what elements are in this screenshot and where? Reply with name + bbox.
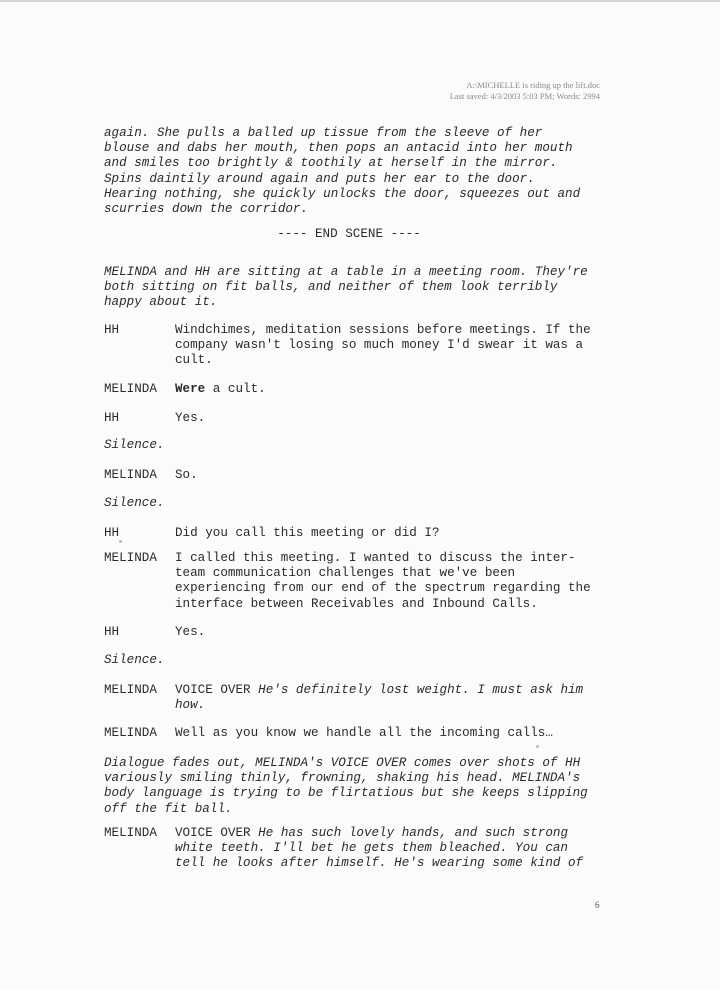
file-path: A:\MICHELLE is riding up the lift.doc <box>466 80 600 90</box>
stage-direction: Silence. <box>104 496 165 510</box>
scan-speck <box>536 745 539 748</box>
speech-text <box>175 826 595 872</box>
speaker-name: MELINDA <box>104 468 157 482</box>
speech-text: Yes. <box>175 411 206 425</box>
last-saved-info: Last saved: 4/3/2003 5:03 PM; Words: 2994 <box>449 91 600 101</box>
speech-text: So. <box>175 468 198 482</box>
action-paragraph: Dialogue fades out, MELINDA's VOICE OVER comes over shots of HH variously smiling thinly, frowning, shaking his head. MELINDA's body language is trying to be flirtatious but she keeps slipping off the fit ball. <box>104 756 588 816</box>
voice-over-text: He's definitely lost weight. I must ask him how. <box>175 683 584 713</box>
stage-direction: Silence. <box>104 438 165 452</box>
end-scene-marker: ---- END SCENE ---- <box>277 227 421 241</box>
speech-rest: a cult. <box>205 382 266 396</box>
speaker-name: MELINDA <box>104 726 157 740</box>
page-number: 6 <box>595 900 600 910</box>
voice-over-tag: VOICE OVER <box>175 826 259 840</box>
action-paragraph-continued: again. She pulls a balled up tissue from the sleeve of her blouse and dabs her mouth, then pops an antacid into her mouth and smiles too brightly & toothily at herself in the mirror. Spins daintily around again and puts her ear to the door. Hearing nothing, she quickly unlocks the door, squeezes out and scurries down the corridor. <box>104 126 581 217</box>
speech-text: I called this meeting. I wanted to discuss the inter-team communication challenges that we've been experiencing from our end of the spectrum regarding the interface between Receivables and Inbound Calls. <box>175 551 591 611</box>
speech-text <box>175 382 595 397</box>
speech-text: Yes. <box>175 625 206 639</box>
speaker-name: MELINDA <box>104 382 157 396</box>
speech-text <box>175 683 595 713</box>
document-header <box>450 80 600 102</box>
speech-text: Did you call this meeting or did I? <box>175 526 440 540</box>
speaker-name: HH <box>104 323 120 337</box>
scan-speck <box>119 540 122 543</box>
speaker-name: MELINDA <box>104 551 157 565</box>
voice-over-tag: VOICE OVER <box>175 683 259 697</box>
voice-over-text: He has such lovely hands, and such strong white teeth. I'll bet he gets them bleached. You can tell he looks after himself. He's wearing some kind of <box>175 826 584 871</box>
speech-text: Windchimes, meditation sessions before meetings. If the company wasn't losing so much money I'd swear it was a cult. <box>175 323 591 368</box>
speaker-name: MELINDA <box>104 826 157 840</box>
stage-direction: Silence. <box>104 653 165 667</box>
speaker-name: HH <box>104 411 120 425</box>
emphasis-word: Were <box>175 382 206 396</box>
scene-description: MELINDA and HH are sitting at a table in a meeting room. They're both sitting on fit balls, and neither of them look terribly happy about it. <box>104 265 588 310</box>
speaker-name: MELINDA <box>104 683 157 697</box>
speaker-name: HH <box>104 526 120 540</box>
scan-top-edge <box>0 0 720 2</box>
speaker-name: HH <box>104 625 120 639</box>
speech-text: Well as you know we handle all the incoming calls… <box>175 726 553 740</box>
